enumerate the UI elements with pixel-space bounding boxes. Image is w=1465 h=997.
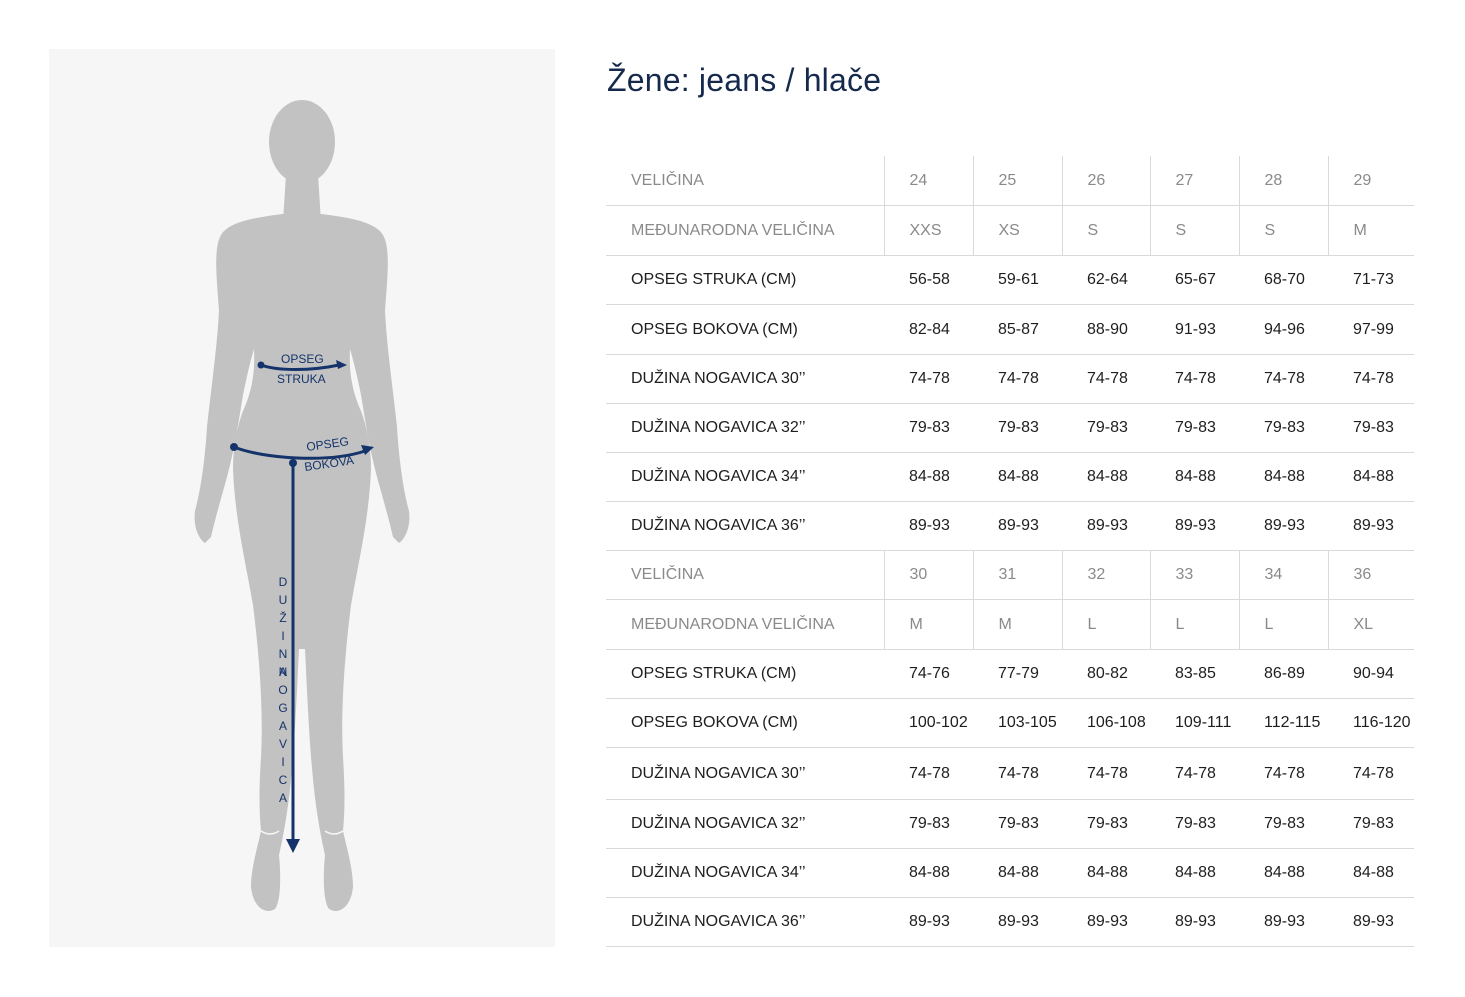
measurement-cell: 84-88 [1239, 849, 1328, 898]
measurement-cell: 79-83 [884, 404, 973, 453]
waist-label-line1: OPSEG [281, 352, 324, 366]
measurement-cell: 74-78 [1239, 355, 1328, 404]
row-label: OPSEG BOKOVA (CM) [606, 305, 884, 355]
size-header-cell: 25 [973, 156, 1062, 206]
table-row [606, 404, 1414, 453]
measurement-cell: 89-93 [973, 502, 1062, 551]
measurement-cell: 79-83 [973, 800, 1062, 849]
measurement-cell: 79-83 [884, 800, 973, 849]
measurement-cell: 84-88 [1239, 453, 1328, 502]
measurement-cell: 79-83 [973, 404, 1062, 453]
table-row [606, 699, 1414, 748]
size-header-cell: M [884, 600, 973, 650]
measurement-cell: 91-93 [1150, 305, 1239, 355]
measurement-cell: 74-78 [973, 748, 1062, 800]
size-header-cell: XL [1328, 600, 1414, 650]
silhouette [195, 100, 410, 911]
size-chart-table [606, 156, 1414, 947]
female-silhouette-illustration [49, 49, 555, 947]
measurement-cell: 109-111 [1150, 699, 1239, 748]
size-header-cell: 28 [1239, 156, 1328, 206]
measurement-cell: 94-96 [1239, 305, 1328, 355]
page-title: Žene: jeans / hlače [607, 62, 882, 98]
table-row [606, 650, 1414, 699]
size-header-cell: S [1239, 206, 1328, 256]
row-label: DUŽINA NOGAVICA 32’’ [606, 404, 884, 453]
size-header-cell: 32 [1062, 551, 1150, 600]
table-row [606, 502, 1414, 551]
measurement-cell: 74-78 [1328, 748, 1414, 800]
measurement-cell: 103-105 [973, 699, 1062, 748]
table-header-row [606, 156, 1414, 206]
measurement-cell: 74-78 [884, 355, 973, 404]
table-row [606, 305, 1414, 355]
measurement-cell: 79-83 [1328, 800, 1414, 849]
measurement-cell: 84-88 [1150, 453, 1239, 502]
size-header-cell: 31 [973, 551, 1062, 600]
measurement-cell: 97-99 [1328, 305, 1414, 355]
measurement-cell: 79-83 [1062, 404, 1150, 453]
measurement-cell: 74-78 [1239, 748, 1328, 800]
measurement-cell: 89-93 [1062, 898, 1150, 947]
size-header-cell: 26 [1062, 156, 1150, 206]
measurement-cell: 84-88 [973, 849, 1062, 898]
measurement-cell: 89-93 [1062, 502, 1150, 551]
size-header-cell: L [1239, 600, 1328, 650]
measurement-cell: 79-83 [1150, 800, 1239, 849]
size-header-cell: S [1150, 206, 1239, 256]
size-header-cell: S [1062, 206, 1150, 256]
measurement-cell: 89-93 [1328, 898, 1414, 947]
waist-label-line2: STRUKA [277, 372, 326, 386]
row-label: DUŽINA NOGAVICA 34’’ [606, 453, 884, 502]
row-label: DUŽINA NOGAVICA 36’’ [606, 502, 884, 551]
table-row [606, 898, 1414, 947]
measurement-cell: 74-78 [1062, 748, 1150, 800]
measurement-cell: 79-83 [1239, 800, 1328, 849]
measurement-cell: 89-93 [1239, 502, 1328, 551]
measurement-cell: 65-67 [1150, 256, 1239, 305]
size-header-cell: M [973, 600, 1062, 650]
measurement-cell: 89-93 [884, 502, 973, 551]
measurement-cell: 74-76 [884, 650, 973, 699]
measurement-cell: 79-83 [1328, 404, 1414, 453]
row-label: OPSEG STRUKA (CM) [606, 650, 884, 699]
size-header-cell: M [1328, 206, 1414, 256]
hip-label-line1: OPSEG [305, 434, 350, 454]
table-header-row [606, 551, 1414, 600]
table-row [606, 748, 1414, 800]
measurement-cell: 84-88 [1062, 849, 1150, 898]
measurement-cell: 71-73 [1328, 256, 1414, 305]
measurement-cell: 84-88 [1150, 849, 1239, 898]
table-header-row [606, 600, 1414, 650]
measurement-cell: 74-78 [1150, 748, 1239, 800]
measurement-cell: 106-108 [1062, 699, 1150, 748]
row-label: VELIČINA [606, 551, 884, 600]
size-header-cell: 36 [1328, 551, 1414, 600]
size-header-cell: 27 [1150, 156, 1239, 206]
measurement-cell: 80-82 [1062, 650, 1150, 699]
measurement-cell: 84-88 [884, 849, 973, 898]
measurement-cell: 90-94 [1328, 650, 1414, 699]
measurement-cell: 68-70 [1239, 256, 1328, 305]
measurement-cell: 82-84 [884, 305, 973, 355]
measurement-cell: 79-83 [1062, 800, 1150, 849]
measurement-cell: 74-78 [1062, 355, 1150, 404]
measurement-cell: 79-83 [1150, 404, 1239, 453]
measurement-cell: 89-93 [973, 898, 1062, 947]
measurement-cell: 84-88 [1328, 453, 1414, 502]
inseam-label-line1: DUŽINA [276, 575, 290, 683]
measurement-cell: 77-79 [973, 650, 1062, 699]
size-header-cell: 24 [884, 156, 973, 206]
inseam-label-line2: NOGAVICA [276, 665, 290, 809]
measurement-cell: 89-93 [1150, 898, 1239, 947]
measurement-cell: 89-93 [1328, 502, 1414, 551]
measurement-cell: 83-85 [1150, 650, 1239, 699]
size-header-cell: L [1062, 600, 1150, 650]
table-row [606, 256, 1414, 305]
table-row [606, 849, 1414, 898]
row-label: VELIČINA [606, 156, 884, 206]
row-label: MEĐUNARODNA VELIČINA [606, 206, 884, 256]
row-label: DUŽINA NOGAVICA 32’’ [606, 800, 884, 849]
size-header-cell: 29 [1328, 156, 1414, 206]
measurement-cell: 85-87 [973, 305, 1062, 355]
row-label: OPSEG STRUKA (CM) [606, 256, 884, 305]
body-measurement-figure [49, 49, 555, 947]
measurement-cell: 74-78 [973, 355, 1062, 404]
row-label: DUŽINA NOGAVICA 30’’ [606, 355, 884, 404]
measurement-cell: 84-88 [1062, 453, 1150, 502]
row-label: DUŽINA NOGAVICA 36’’ [606, 898, 884, 947]
measurement-cell: 84-88 [973, 453, 1062, 502]
table-row [606, 355, 1414, 404]
measurement-cell: 89-93 [884, 898, 973, 947]
hip-label-line2: BOKOVA [303, 453, 355, 474]
row-label: MEĐUNARODNA VELIČINA [606, 600, 884, 650]
measurement-cell: 112-115 [1239, 699, 1328, 748]
measurement-cell: 84-88 [1328, 849, 1414, 898]
measurement-cell: 79-83 [1239, 404, 1328, 453]
measurement-cell: 88-90 [1062, 305, 1150, 355]
row-label: OPSEG BOKOVA (CM) [606, 699, 884, 748]
size-header-cell: 30 [884, 551, 973, 600]
table-header-row [606, 206, 1414, 256]
measurement-cell: 89-93 [1150, 502, 1239, 551]
table-row [606, 800, 1414, 849]
measurement-cell: 89-93 [1239, 898, 1328, 947]
measurement-cell: 74-78 [1328, 355, 1414, 404]
measurement-cell: 56-58 [884, 256, 973, 305]
table-row [606, 453, 1414, 502]
size-header-cell: XS [973, 206, 1062, 256]
size-header-cell: L [1150, 600, 1239, 650]
measurement-cell: 86-89 [1239, 650, 1328, 699]
measurement-cell: 74-78 [1150, 355, 1239, 404]
measurement-cell: 62-64 [1062, 256, 1150, 305]
size-header-cell: XXS [884, 206, 973, 256]
measurement-cell: 116-120 [1328, 699, 1414, 748]
size-chart-body [606, 156, 1414, 947]
measurement-cell: 100-102 [884, 699, 973, 748]
measurement-cell: 84-88 [884, 453, 973, 502]
measurement-cell: 74-78 [884, 748, 973, 800]
row-label: DUŽINA NOGAVICA 30’’ [606, 748, 884, 800]
measurement-cell: 59-61 [973, 256, 1062, 305]
size-header-cell: 34 [1239, 551, 1328, 600]
row-label: DUŽINA NOGAVICA 34’’ [606, 849, 884, 898]
size-header-cell: 33 [1150, 551, 1239, 600]
